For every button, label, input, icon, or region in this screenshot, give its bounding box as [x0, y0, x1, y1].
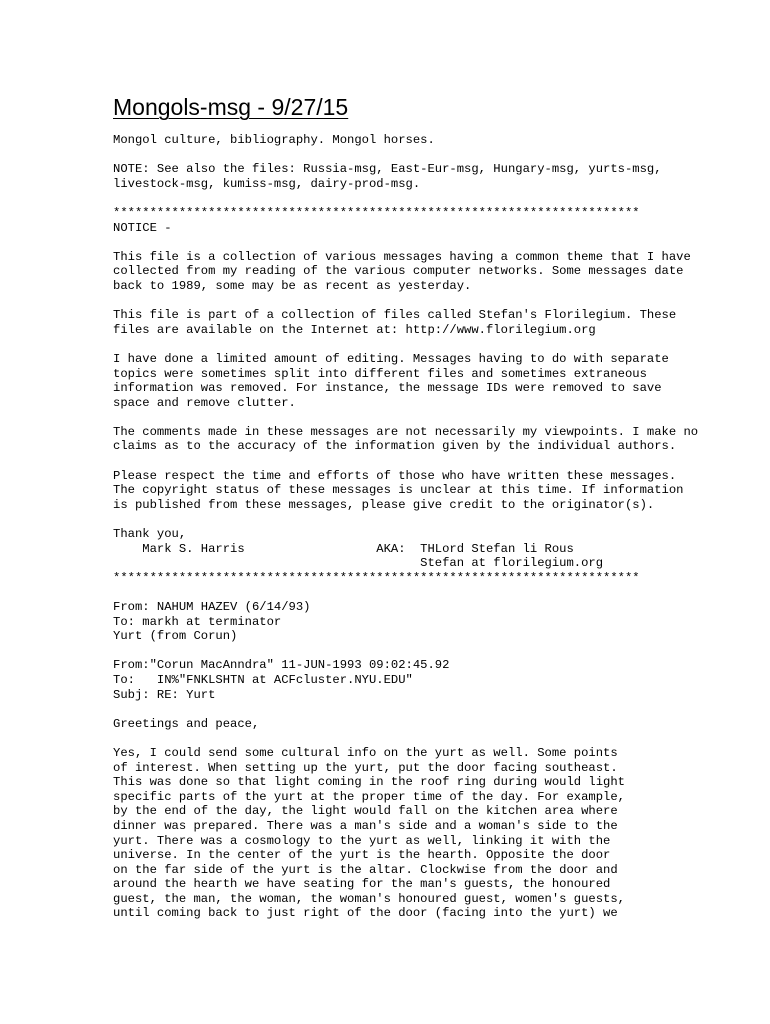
document-title: Mongols-msg - 9/27/15 [113, 94, 349, 120]
document-body: Mongol culture, bibliography. Mongol horses. NOTE: See also the files: Russia-msg, East-Eur-msg, Hungary-msg, yurts-msg, livestock-msg, kumiss-msg, dairy-prod-msg. ************************************************************************ NOTICE - This file is a collection of various messages having a common theme that I have collected from my reading of the various computer networks. Some messages date back to 1989, some may be as recent as yesterday. This file is part of a collection of files called Stefan's Florilegium. These files are available on the Internet at: http://www.florilegium.org I have done a limited amount of editing. Messages having to do with separate topics were sometimes split into different files and sometimes extraneous information was removed. For instance, the message IDs were removed to save space and remove clutter. The comments made in these messages are not necessarily my viewpoints. I make no claims as to the accuracy of the information given by the individual authors. Please respect the time and efforts of those who have written these messages. The copyright status of these messages is unclear at this time. If information is published from these messages, please give credit to the originator(s). Thank you, Mark S. Harris AKA: THLord Stefan li Rous Stefan at florilegium.org ************************************************************************ From: NAHUM HAZEV (6/14/93) To: markh at terminator Yurt (from Corun) From:"Corun MacAnndra" 11-JUN-1993 09:02:45.92 To: IN%"FNKLSHTN at ACFcluster.NYU.EDU" Subj: RE: Yurt Greetings and peace, Yes, I could send some cultural info on the yurt as well. Some points of interest. When setting up the yurt, put the door facing southeast. This was done so that light coming in the roof ring during would light specific parts of the yurt at the proper time of the day. For example, by the end of the day, the light would fall on the kitchen area where dinner was prepared. There was a man's side and a woman's side to the yurt. There was a cosmology to the yurt as well, linking it with the universe. In the center of the yurt is the hearth. Opposite the door on the far side of the yurt is the altar. Clockwise from the door and around the hearth we have seating for the man's guests, the honoured guest, the man, the woman, the woman's honoured guest, women's guests, until coming back to just right of the door (facing into the yurt) we [113, 133, 699, 921]
document-page [113, 92, 753, 921]
